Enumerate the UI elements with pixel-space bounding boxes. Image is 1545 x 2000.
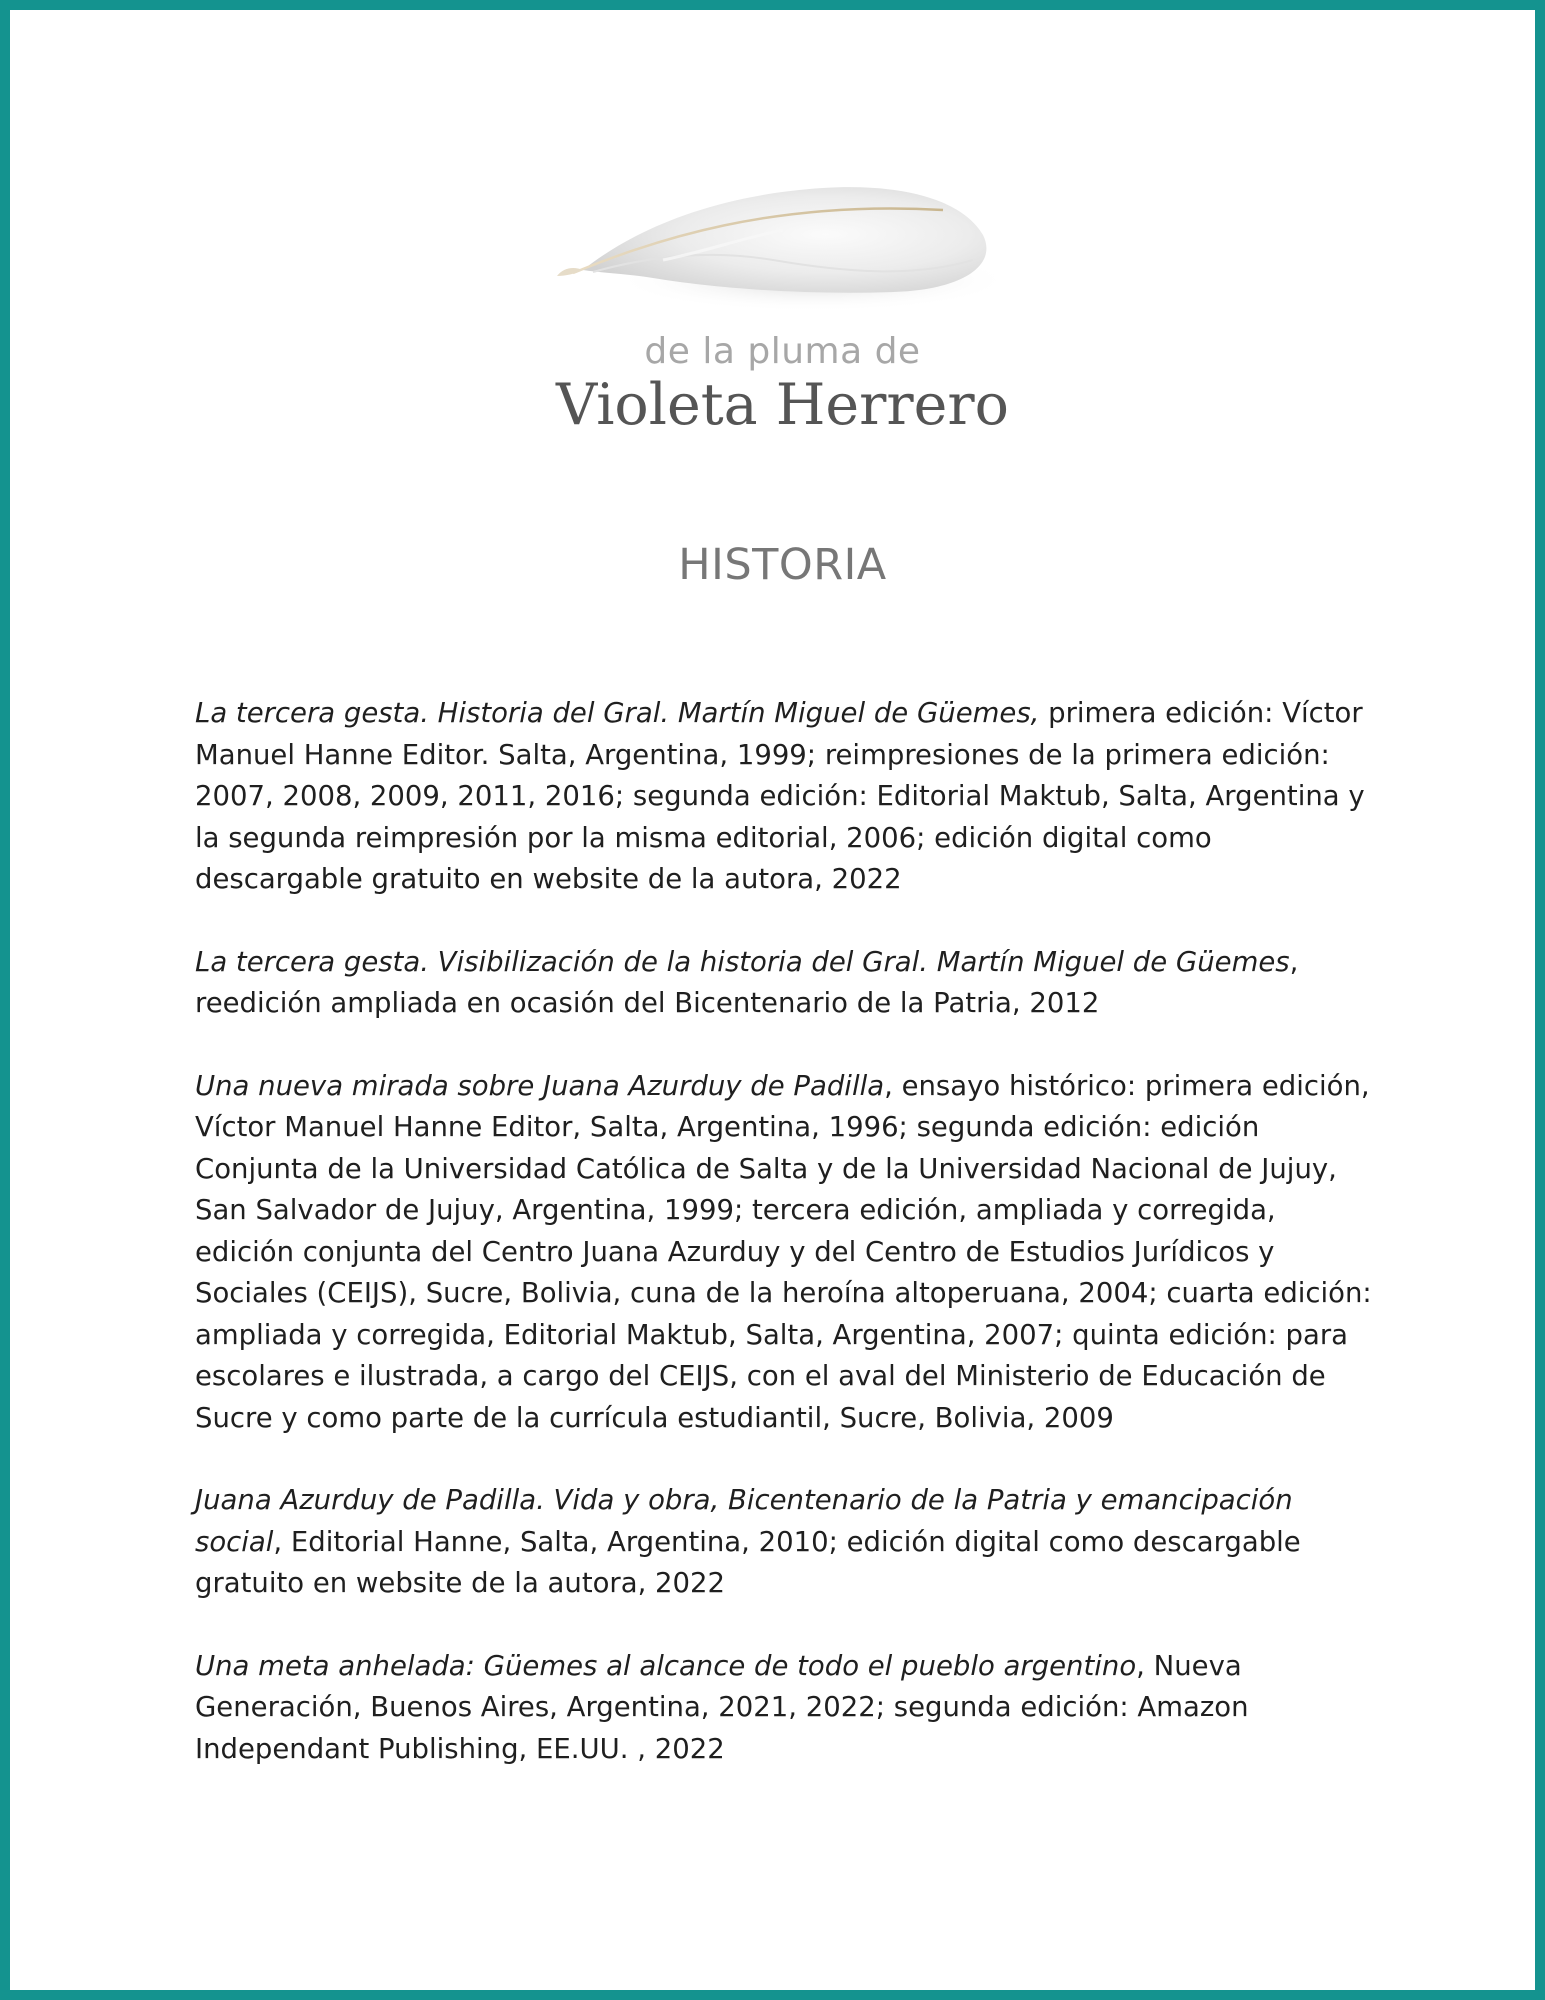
bibliography-entry <box>195 1646 1375 1771</box>
entry-details: , Editorial Hanne, Salta, Argentina, 2010; edición digital como descargable gratuito en website de la autora, 2022 <box>195 1525 1301 1599</box>
bibliography-entry <box>195 1066 1375 1440</box>
entry-title: Una meta anhelada: Güemes al alcance de todo el pueblo argentino <box>195 1649 1137 1682</box>
entry-details: , reedición ampliada en ocasión del Bicentenario de la Patria, 2012 <box>195 945 1299 1019</box>
entry-title: La tercera gesta. Visibilización de la historia del Gral. Martín Miguel de Güemes <box>195 945 1290 978</box>
tagline: de la pluma de <box>644 331 921 372</box>
entry-title: Juana Azurduy de Padilla. Vida y obra, Bicentenario de la Patria y emancipación social <box>195 1484 1293 1558</box>
feather-icon <box>543 160 1023 330</box>
section-title: HISTORIA <box>678 540 887 590</box>
bibliography-entry <box>195 1480 1375 1605</box>
logo <box>10 160 1545 438</box>
entry-details: primera edición: Víctor Manuel Hanne Editor. Salta, Argentina, 1999; reimpresiones de la primera edición: 2007, 2008, 2009, 2011, 2016; segunda edición: Editorial Maktub, Salta, Argentina y la segunda reimpresión por la misma editorial, 2006; edición digital como descargable gratuito en website de la autora, 2022 <box>195 697 1365 895</box>
entry-title: Una nueva mirada sobre Juana Azurduy de Padilla <box>195 1069 885 1102</box>
bibliography-entry <box>195 693 1375 901</box>
bibliography-list <box>195 693 1375 1811</box>
entry-details: , Nueva Generación, Buenos Aires, Argentina, 2021, 2022; segunda edición: Amazon Independant Publishing, EE.UU. , 2022 <box>195 1649 1249 1765</box>
author-name: Violeta Herrero <box>556 372 1009 438</box>
entry-title: La tercera gesta. Historia del Gral. Martín Miguel de Güemes, <box>195 697 1040 729</box>
bibliography-entry <box>195 942 1375 1025</box>
entry-details: , ensayo histórico: primera edición, Víctor Manuel Hanne Editor, Salta, Argentina, 1996; segunda edición: edición Conjunta de la Universidad Católica de Salta y de la Universidad Nacional de Jujuy, San Salvador de Jujuy, Argentina, 1999; tercera edición, ampliada y corregida, edición conjunta del Centro Juana Azurduy y del Centro de Estudios Jurídicos y Sociales (CEIJS), Sucre, Bolivia, cuna de la heroína altoperuana, 2004; cuarta edición: ampliada y corregida, Editorial Maktub, Salta, Argentina, 2007; quinta edición: para escolares e ilustrada, a cargo del CEIJS, con el aval del Ministerio de Educación de Sucre y como parte de la currícula estudiantil, Sucre, Bolivia, 2009 <box>195 1069 1372 1434</box>
